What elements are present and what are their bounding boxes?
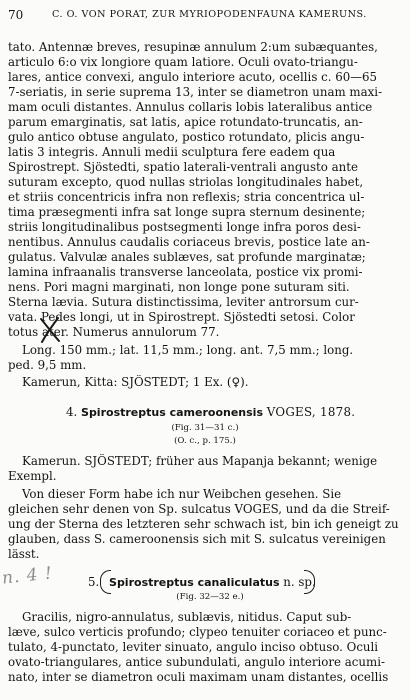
text-line: nentibus. Annulus caudalis coriaceus brevis, postice late an- bbox=[8, 235, 370, 249]
text-line: nato, inter se diametron oculi maximam unam distantes, ocellis bbox=[8, 670, 389, 684]
text-line: tulato, 4-punctato, leviter sinuato, angulo inciso obtuso. Oculi bbox=[8, 640, 379, 654]
figure-reference: (Fig. 32—32 e.) bbox=[176, 592, 244, 602]
text-line: ovato-triangulares, antice subundulati, angulo interiore acumi- bbox=[8, 655, 385, 669]
handwritten-bracket-left bbox=[100, 570, 111, 594]
species-author: n. sp. bbox=[283, 575, 316, 589]
text-line: mam oculi distantes. Annulus collaris lobis lateralibus antice bbox=[8, 100, 373, 114]
text-line: ung der Sterna des letzteren sehr schwach ist, bin ich geneigt zu bbox=[8, 517, 399, 531]
text-line: Von dieser Form habe ich nur Weibchen gesehen. Sie bbox=[22, 487, 342, 501]
text-line: nens. Pori magni marginati, non longe pone suturam siti. bbox=[8, 280, 350, 294]
text-line: læve, sulco verticis profundo; clypeo tenuiter coriaceo et punc- bbox=[8, 625, 387, 639]
text-line: 7-seriatis, in serie suprema 13, inter se diametron unam maxi- bbox=[8, 85, 383, 99]
species-number: 4. bbox=[66, 405, 78, 419]
page-header bbox=[8, 8, 404, 24]
text-line: lamina infraanalis transverse lanceolata, postice vix promi- bbox=[8, 265, 363, 279]
text-line: lares, antice convexi, angulo interiore acuto, ocellis c. 60—65 bbox=[8, 70, 378, 84]
species-name: Spirostreptus canaliculatus bbox=[109, 576, 280, 589]
text-line: Spirostrept. Sjöstedti, spatio laterali-ventrali angusto ante bbox=[8, 160, 359, 174]
text-line: articulo 6:o vix longiore quam latiore. Oculi ovato-triangu- bbox=[8, 55, 358, 69]
text-line: striis longitudinalibus postsegmenti longe infra poros desi- bbox=[8, 220, 361, 234]
species-heading-5 bbox=[88, 573, 404, 591]
text-line: tima præsegmenti infra sat longe supra sternum desinente; bbox=[8, 205, 366, 219]
text-line: suturam excepto, quod nullas striolas longitudinales habet, bbox=[8, 175, 364, 189]
measurements-line: Long. 150 mm.; lat. 11,5 mm.; long. ant. 7,5 mm.; long. bbox=[22, 343, 354, 357]
figure-reference: (Fig. 31—31 c.) bbox=[171, 423, 239, 433]
running-head: C. O. VON PORAT, ZUR MYRIOPODENFAUNA KAMERUNS. bbox=[52, 9, 367, 20]
text-line: vata. Pedes longi, ut in Spirostrept. Sjöstedti setosi. Color bbox=[8, 310, 355, 324]
locality-line: Exempl. bbox=[8, 469, 57, 483]
text-line: glauben, dass S. cameroonensis sich mit S. sulcatus vereinigen bbox=[8, 532, 386, 546]
text-line: parum emarginatis, sat latis, apice rotundato-truncatis, an- bbox=[8, 115, 363, 129]
species-name: Spirostreptus cameroonensis bbox=[81, 406, 263, 419]
page-number: 70 bbox=[8, 8, 24, 22]
text-line: gulatus. Valvulæ anales sublæves, sat profunde marginatæ; bbox=[8, 250, 366, 264]
species-heading-4 bbox=[66, 405, 404, 420]
text-line: tato. Antennæ breves, resupinæ annulum 2:um subæquantes, bbox=[8, 40, 378, 54]
text-line: Sterna lævia. Sutura distinctissima, leviter antrorsum cur- bbox=[8, 295, 359, 309]
text-line: Gracilis, nigro-annulatus, sublævis, nitidus. Caput sub- bbox=[22, 610, 352, 624]
locality-line: Kamerun, Kitta: SJÖSTEDT; 1 Ex. (♀). bbox=[22, 375, 249, 389]
locality-line: Kamerun. SJÖSTEDT; früher aus Mapanja bekannt; wenige bbox=[22, 454, 378, 468]
page-reference: (O. c., p. 175.) bbox=[174, 436, 236, 446]
text-line: gleichen sehr denen von Sp. sulcatus VOGES, und da die Streif- bbox=[8, 502, 390, 516]
text-line: totus ater. Numerus annulorum 77. bbox=[8, 325, 220, 339]
species-number: 5. bbox=[88, 575, 100, 589]
text-line: et striis concentricis infra non reflexis; stria concentrica ul- bbox=[8, 190, 365, 204]
species-author: VOGES, 1878. bbox=[266, 405, 356, 419]
handwritten-x-mark bbox=[38, 317, 62, 343]
measurements-line: ped. 9,5 mm. bbox=[8, 358, 87, 372]
text-line: lässt. bbox=[8, 547, 40, 561]
text-line: latis 3 integris. Annuli medii sculptura fere eadem qua bbox=[8, 145, 336, 159]
text-line: gulo antico obtuse angulato, postico rotundato, plicis angu- bbox=[8, 130, 365, 144]
handwritten-margin-note: n. 4 ! bbox=[1, 563, 54, 589]
